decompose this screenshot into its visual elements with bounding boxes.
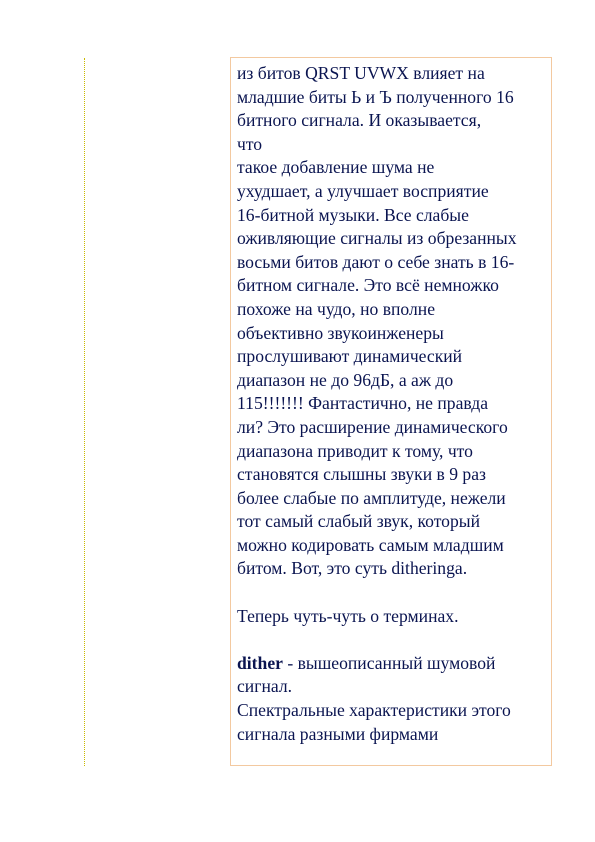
text-line: диапазон не до 96дБ, а аж до xyxy=(237,369,454,390)
text-line: сигнала разными фирмами xyxy=(237,723,439,744)
text-line: прослушивают динамический xyxy=(237,346,463,367)
text-line: Спектральные характеристики этого xyxy=(237,700,511,721)
margin-rule xyxy=(84,58,85,766)
text-line: 115!!!!!!! Фантастично, не правда xyxy=(237,393,489,414)
term-definition-line xyxy=(237,652,551,676)
paragraph-gap xyxy=(237,581,551,605)
terms-heading-line: Теперь чуть-чуть о терминах. xyxy=(237,605,459,626)
text-line: ли? Это расширение динамического xyxy=(237,416,508,437)
text-line: 16-битной музыки. Все слабые xyxy=(237,204,469,225)
paragraph-gap xyxy=(237,628,551,652)
text-line: похоже на чудо, но вполне xyxy=(237,298,435,319)
text-frame xyxy=(230,57,552,766)
text-line: сигнал. xyxy=(237,676,292,697)
text-line: младшие биты Ь и Ъ полученного 16 xyxy=(237,86,514,107)
text-line: восьми битов дают о себе знать в 16- xyxy=(237,251,515,272)
text-line: становятся слышны звуки в 9 раз xyxy=(237,464,486,485)
text-line: объективно звукоинженеры xyxy=(237,322,444,343)
text-line: битном сигнале. Это всё немножко xyxy=(237,275,499,296)
text-line: более слабые по амплитуде, нежели xyxy=(237,487,506,508)
text-line: битом. Вот, это суть ditheringa. xyxy=(237,558,468,579)
text-line: такое добавление шума не xyxy=(237,157,435,178)
text-line: ухудшает, а улучшает восприятие xyxy=(237,180,489,201)
term-definition-text: - вышеописанный шумовой xyxy=(282,652,496,673)
text-line: что xyxy=(237,133,263,154)
text-line: тот самый слабый звук, который xyxy=(237,511,480,532)
text-line: оживляющие сигналы из обрезанных xyxy=(237,228,517,249)
term-dither: dither xyxy=(237,652,283,673)
text-line: можно кодировать самым младшим xyxy=(237,534,504,555)
text-line: битного сигнала. И оказывается, xyxy=(237,110,482,131)
text-line: диапазона приводит к тому, что xyxy=(237,440,473,461)
text-line: из битов QRST UVWX влияет на xyxy=(237,63,485,83)
